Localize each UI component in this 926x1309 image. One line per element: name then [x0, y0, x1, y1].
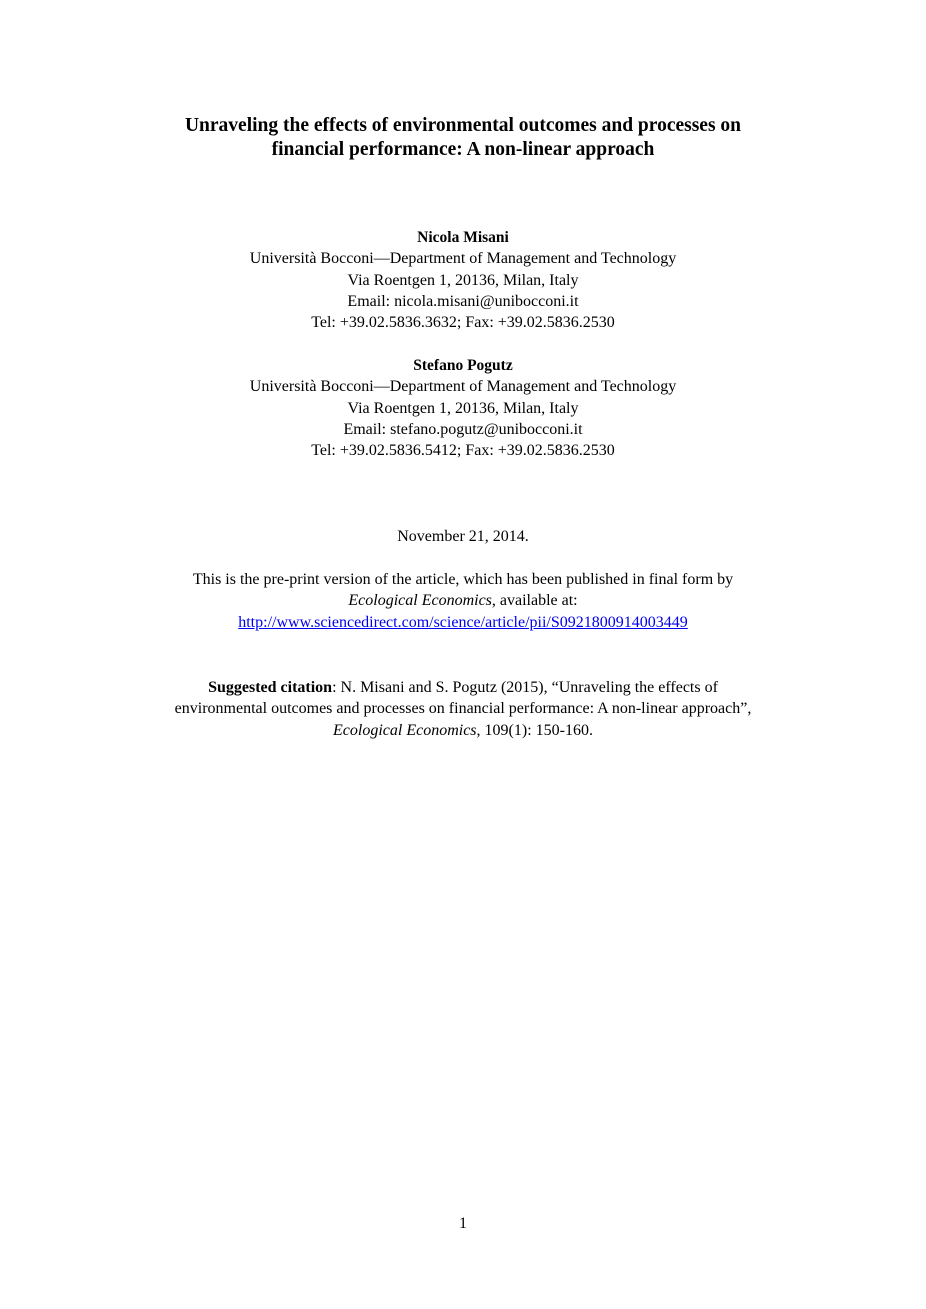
citation-volume: , 109(1): 150-160. [476, 721, 593, 739]
author-address: Via Roentgen 1, 20136, Milan, Italy [347, 271, 579, 289]
page-number: 1 [459, 1215, 467, 1232]
author-email: Email: stefano.pogutz@unibocconi.it [343, 420, 583, 438]
citation-line-2: environmental outcomes and processes on financial performance: A non-linear approach”, [174, 700, 752, 718]
preprint-line-3 [0, 612, 926, 633]
preprint-available-at: , available at: [491, 592, 578, 610]
author-block-1 [0, 227, 926, 333]
author-name: Stefano Pogutz [413, 357, 513, 374]
preprint-notice [0, 569, 926, 633]
preprint-line-2 [0, 590, 926, 611]
author-name: Nicola Misani [417, 229, 509, 246]
citation-label: Suggested citation [208, 679, 333, 696]
preprint-journal: Ecological Economics [348, 592, 492, 610]
paper-title [0, 114, 926, 162]
citation-line-1 [0, 677, 926, 698]
author-address: Via Roentgen 1, 20136, Milan, Italy [347, 399, 579, 417]
preprint-line-1: This is the pre-print version of the article, which has been published in final form by [192, 571, 734, 588]
paper-date: November 21, 2014. [397, 528, 529, 545]
author-block-2 [0, 355, 926, 461]
suggested-citation [0, 677, 926, 741]
author-phone: Tel: +39.02.5836.5412; Fax: +39.02.5836.2530 [311, 442, 615, 460]
citation-journal: Ecological Economics [333, 721, 477, 739]
author-email: Email: nicola.misani@unibocconi.it [347, 292, 579, 310]
author-phone: Tel: +39.02.5836.3632; Fax: +39.02.5836.2530 [311, 314, 615, 332]
author-affiliation: Università Bocconi—Department of Management and Technology [249, 378, 677, 396]
citation-authors: : N. Misani and S. Pogutz (2015), “Unraveling the effects of [332, 679, 718, 696]
author-affiliation: Università Bocconi—Department of Management and Technology [249, 250, 677, 268]
article-url-link[interactable]: http://www.sciencedirect.com/science/article/pii/S0921800914003449 [238, 613, 688, 631]
title-line-2: financial performance: A non-linear approach [271, 139, 655, 160]
title-line-1: Unraveling the effects of environmental outcomes and processes on [184, 115, 742, 136]
citation-line-3 [0, 720, 926, 741]
